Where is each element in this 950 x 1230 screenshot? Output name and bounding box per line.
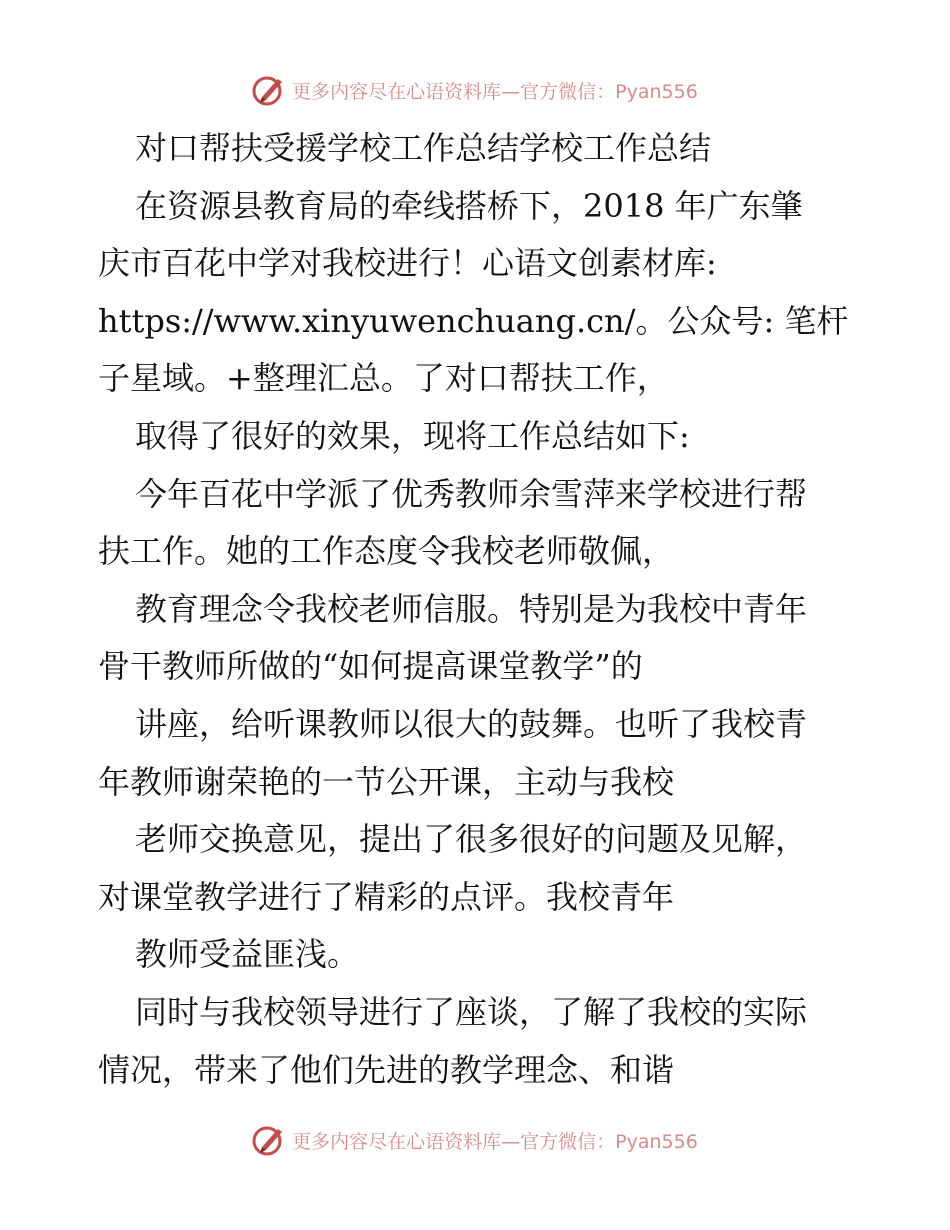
header-watermark [0,70,950,110]
paragraph-line: 取得了很好的效果，现将工作总结如下: [135,416,690,455]
paragraph-line: https://www.xinyuwenchuang.cn/。公众号: 笔杆 [98,301,849,340]
paragraph-line: 骨干教师所做的“如何提高课堂教学”的 [98,647,643,686]
paragraph-line: 教师受益匪浅。 [135,935,360,974]
watermark-text: 更多内容尽在心语资料库—官方微信：Pyan556 [292,80,698,103]
paragraph-line: 老师交换意见，提出了很多很好的问题及见解， [135,820,808,859]
watermark-text: 更多内容尽在心语资料库—官方微信：Pyan556 [292,1130,698,1153]
paragraph-line: 子星域。+整理汇总。了对口帮扶工作， [98,359,669,398]
footer-watermark [0,1120,950,1160]
paragraph-line: 同时与我校领导进行了座谈，了解了我校的实际 [135,992,808,1031]
document-title: 对口帮扶受援学校工作总结学校工作总结 [135,129,712,167]
paragraph-line: 在资源县教育局的牵线搭桥下，2018 年广东肇 [135,186,803,225]
paragraph-line: 庆市百花中学对我校进行！心语文创素材库: [98,244,717,283]
paragraph-line: 年教师谢荣艳的一节公开课，主动与我校 [98,762,675,801]
pen-logo-icon [252,73,286,107]
pen-logo-icon [252,1123,286,1157]
paragraph-line: 讲座，给听课教师以很大的鼓舞。也听了我校青 [135,704,808,743]
document-body [98,120,858,1099]
paragraph-line: 教育理念令我校老师信服。特别是为我校中青年 [135,589,808,628]
paragraph-line: 扶工作。她的工作态度令我校老师敬佩， [98,532,675,571]
paragraph-line: 对课堂教学进行了精彩的点评。我校青年 [98,877,675,916]
paragraph-line: 情况，带来了他们先进的教学理念、和谐 [98,1050,675,1089]
paragraph-line: 今年百花中学派了优秀教师余雪萍来学校进行帮 [135,474,808,513]
